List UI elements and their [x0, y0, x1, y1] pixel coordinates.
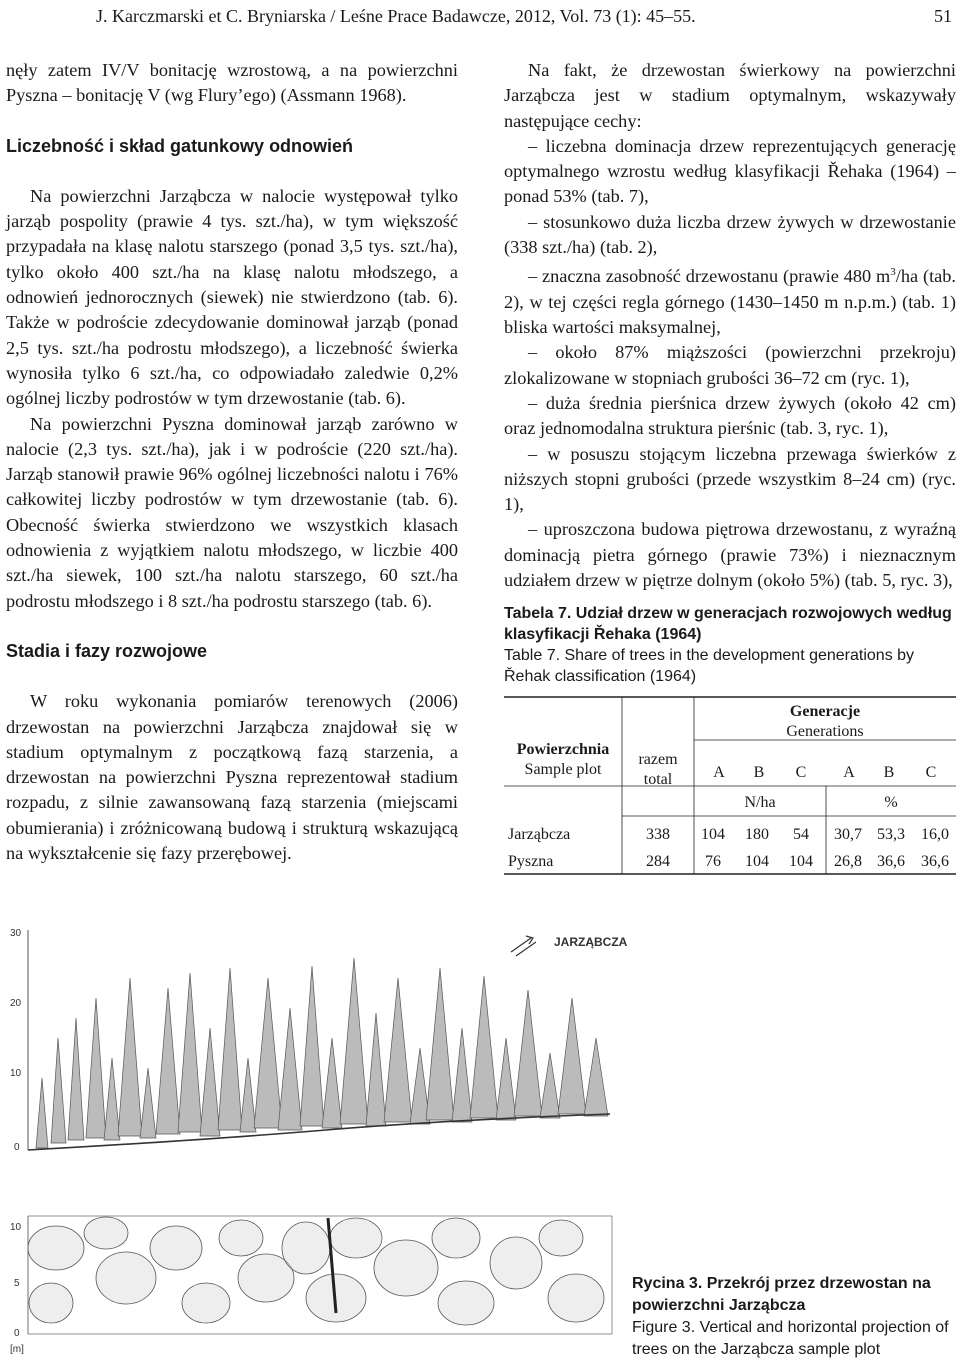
- gen-label: B: [753, 764, 765, 781]
- col-header-plot-en: Sample plot: [524, 761, 602, 778]
- y-tick: 30: [10, 928, 22, 939]
- list-item: – uproszczona budowa piętrowa drzewostanu, z wyraźną dominacją pietra górnego (prawie 73%) i nieznacznym udziałem drzew w piętrze dolnym (około 5%) (tab. 5, ryc. 3),: [504, 519, 956, 591]
- list-item: – stosunkowo duża liczba drzew żywych w drzewostanie (338 szt./ha) (tab. 2),: [504, 211, 956, 258]
- cell-plot: Jarząbcza: [508, 826, 571, 843]
- cell-total: 284: [646, 853, 670, 870]
- running-header: [0, 0, 960, 30]
- gen-label: C: [925, 764, 937, 781]
- table-7-caption: [504, 603, 954, 687]
- gen-label: B: [883, 764, 895, 781]
- y-tick: 5: [14, 1278, 20, 1289]
- list-item: – liczebna dominacja drzew reprezentujących generację optymalnego wzrostu według klasyfikacji Řehaka (1964) – ponad 53% (tab. 7),: [504, 135, 956, 207]
- list-item-text: /ha (tab. 2), w tej części regla górnego (1430–1450 m n.p.m.) (tab. 1) bliska wartości maksymalnej,: [504, 266, 956, 338]
- citation: J. Karczmarski et C. Bryniarska / Leśne Prace Badawcze, 2012, Vol. 73 (1): 45–55.: [96, 6, 696, 26]
- cell: 26,8: [834, 853, 862, 870]
- cell: 16,0: [921, 826, 949, 843]
- figure-caption-en: Figure 3. Vertical and horizontal projection of trees on the Jarząbcza sample plot: [632, 1319, 949, 1358]
- superscript: 3: [890, 266, 896, 279]
- section-heading: Liczebność i skład gatunkowy odnowień: [6, 135, 354, 156]
- stand-profile-drawing: [6, 918, 628, 1356]
- cell: 36,6: [921, 853, 949, 870]
- left-column: [6, 58, 458, 866]
- right-column: [504, 58, 956, 593]
- y-tick: 10: [10, 1222, 22, 1233]
- list-item: [504, 260, 956, 340]
- cell: 104: [789, 853, 813, 870]
- crown-projections: [28, 1217, 604, 1325]
- generations-header-pl: Generacje: [789, 703, 861, 720]
- unit-nha: N/ha: [744, 794, 776, 811]
- list-item: – około 87% miąższości (powierzchni przekroju) zlokalizowane w stopniach grubości 36–72 cm (ryc. 1),: [504, 342, 956, 388]
- unit-pct: %: [884, 794, 898, 811]
- tree-silhouettes: [36, 958, 608, 1148]
- cell-total: 338: [646, 826, 670, 843]
- col-header-total-en: total: [643, 771, 673, 788]
- gen-label: C: [795, 764, 807, 781]
- list-item-text: – znaczna zasobność drzewostanu (prawie 480 m: [528, 266, 891, 287]
- cell-plot: Pyszna: [508, 853, 554, 870]
- y-tick: 20: [10, 998, 22, 1009]
- cell: 36,6: [877, 853, 905, 870]
- page-number: 51: [934, 6, 952, 26]
- compass-icon: [511, 936, 536, 956]
- list-item: – w posuszu stojącym liczebna przewaga świerków z niższych stopni grubości (przede wszystkim 8–24 cm) (ryc. 1),: [504, 443, 956, 515]
- paragraph: W roku wykonania pomiarów terenowych (2006) drzewostan na powierzchni Jarząbcza znajdował się w stadium optymalnym z początkową fazą starzenia, a drzewostan na powierzchni Pyszna reprezentował stadium rozpadu, z silnie zawansowaną fazą starzenia (miejscami obumierania) i zróżnicowaną budową i strukturą wskazującą na wykształcenie się fazy przerębowej.: [6, 691, 458, 864]
- gen-label: A: [843, 764, 855, 781]
- table-caption-pl: Tabela 7. Udział drzew w generacjach rozwojowych według klasyfikacji Řehaka (1964): [504, 605, 952, 643]
- paragraph: Na fakt, że drzewostan świerkowy na powierzchni Jarząbcza jest w stadium optymalnym, wskazywały następujące cechy:: [504, 60, 956, 131]
- plot-label: JARZĄBCZA: [554, 935, 628, 949]
- cell: 76: [705, 853, 721, 870]
- section-heading: Stadia i fazy rozwojowe: [6, 640, 208, 661]
- figure-3-caption: [632, 1273, 952, 1361]
- col-header-total-pl: razem: [638, 751, 678, 768]
- col-header-plot-pl: Powierzchnia: [516, 741, 610, 758]
- cell: 53,3: [877, 826, 905, 843]
- figure-caption-pl: Rycina 3. Przekrój przez drzewostan na powierzchni Jarząbcza: [632, 1275, 931, 1314]
- y-tick: 0: [14, 1328, 20, 1339]
- cell: 54: [793, 826, 809, 843]
- paragraph: Na powierzchni Pyszna dominował jarząb zarówno w nalocie (2,3 tys. szt./ha), jak i w podroście (220 szt./ha). Jarząb stanowił prawie 96% ogólnej liczebności nalotu i 76% całkowitej liczby podrostów w tym drzewostanie (tab. 6). Obecność świerka stwierdzono we wszystkich klasach odnowienia z wyjątkiem nalotu młodszego, w liczbie 400 szt./ha siewek, 100 szt./ha nalotu starszego, 60 szt./ha podrostu młodszego i 8 szt./ha podrostu starszego (tab. 6).: [6, 413, 458, 611]
- axis-unit: [m]: [10, 1344, 24, 1355]
- cell: 180: [745, 826, 769, 843]
- gen-label: A: [713, 764, 725, 781]
- list-item: – duża średnia pierśnica drzew żywych (około 42 cm) oraz jednomodalna struktura pierśnic (tab. 3, ryc. 1),: [504, 392, 956, 439]
- generations-header-en: Generations: [786, 723, 864, 740]
- cell: 104: [701, 826, 725, 843]
- y-tick: 10: [10, 1068, 22, 1079]
- paragraph: nęły zatem IV/V bonitację wzrostową, a na powierzchni Pyszna – bonitację V (wg Flury’ego) (Assmann 1968).: [6, 60, 458, 106]
- paragraph: Na powierzchni Jarząbcza w nalocie występował tylko jarząb pospolity (prawie 4 tys. szt./ha), w tym większość przypadała na klasę nalotu starszego (ponad 3,5 tys. szt./ha), tylko około 400 szt./ha na klasę nalotu młodszego, a odnowień jednorocznych (siewek) nie stwierdzono (tab. 6). Także w podroście zdecydowanie dominował jarząb (ponad 2,5 tys. szt./ha podrostu młodszego), a liczebność świerka wynosiła tylko 6 szt./ha, co odpowiadało zaledwie 0,2% ogólnej liczby podrostów w tym drzewostanie (tab. 6).: [6, 185, 458, 409]
- y-tick: 0: [14, 1142, 20, 1153]
- table-caption-en: Table 7. Share of trees in the development generations by Řehak classification (1964): [504, 647, 915, 685]
- cell: 30,7: [834, 826, 862, 843]
- figure-3: [6, 918, 628, 1356]
- cell: 104: [745, 853, 769, 870]
